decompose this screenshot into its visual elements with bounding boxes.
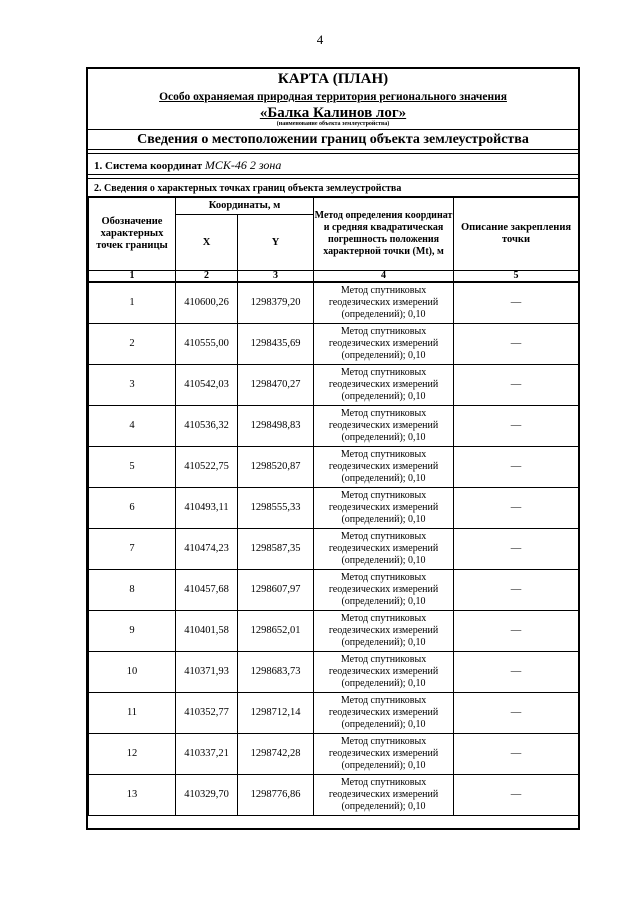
point-number: 6 bbox=[89, 488, 176, 529]
coord-x: 410371,93 bbox=[176, 652, 238, 693]
coord-y: 1298379,20 bbox=[238, 282, 314, 324]
document-header bbox=[88, 69, 578, 130]
object-name: «Балка Калинов лог» bbox=[259, 105, 407, 121]
table-row bbox=[89, 734, 579, 775]
point-number: 12 bbox=[89, 734, 176, 775]
coordinate-system-row bbox=[88, 153, 578, 175]
description-cell: — bbox=[454, 693, 579, 734]
header-x: X bbox=[176, 215, 238, 271]
boundary-points-table bbox=[88, 196, 579, 816]
header-point: Обозначение характерных точек границы bbox=[89, 197, 176, 271]
coord-y: 1298607,97 bbox=[238, 570, 314, 611]
map-plan-frame bbox=[86, 67, 580, 830]
coord-x: 410555,00 bbox=[176, 324, 238, 365]
coord-y: 1298498,83 bbox=[238, 406, 314, 447]
method-cell: Метод спутниковых геодезических измерений (определений); 0,10 bbox=[314, 282, 454, 324]
object-name-caption: (наименование объекта землеустройства) bbox=[276, 121, 390, 127]
table-row bbox=[89, 324, 579, 365]
coord-x: 410522,75 bbox=[176, 447, 238, 488]
method-cell: Метод спутниковых геодезических измерений (определений); 0,10 bbox=[314, 529, 454, 570]
coord-y: 1298712,14 bbox=[238, 693, 314, 734]
method-cell: Метод спутниковых геодезических измерений (определений); 0,10 bbox=[314, 611, 454, 652]
section-title: Сведения о местоположении границ объекта землеустройства bbox=[88, 130, 578, 150]
table-row bbox=[89, 365, 579, 406]
point-number: 5 bbox=[89, 447, 176, 488]
table-row bbox=[89, 611, 579, 652]
table-row bbox=[89, 652, 579, 693]
description-cell: — bbox=[454, 324, 579, 365]
description-cell: — bbox=[454, 406, 579, 447]
method-cell: Метод спутниковых геодезических измерений (определений); 0,10 bbox=[314, 324, 454, 365]
description-cell: — bbox=[454, 365, 579, 406]
point-number: 10 bbox=[89, 652, 176, 693]
description-cell: — bbox=[454, 447, 579, 488]
header-description: Описание закрепления точки bbox=[454, 197, 579, 271]
coord-y: 1298587,35 bbox=[238, 529, 314, 570]
method-cell: Метод спутниковых геодезических измерений (определений); 0,10 bbox=[314, 570, 454, 611]
method-cell: Метод спутниковых геодезических измерений (определений); 0,10 bbox=[314, 406, 454, 447]
description-cell: — bbox=[454, 488, 579, 529]
point-number: 3 bbox=[89, 365, 176, 406]
coord-x: 410329,70 bbox=[176, 775, 238, 816]
coord-y: 1298652,01 bbox=[238, 611, 314, 652]
coord-x: 410352,77 bbox=[176, 693, 238, 734]
territory-type: Особо охраняемая природная территория регионального значения bbox=[159, 91, 507, 103]
method-cell: Метод спутниковых геодезических измерений (определений); 0,10 bbox=[314, 365, 454, 406]
description-cell: — bbox=[454, 652, 579, 693]
coord-y: 1298520,87 bbox=[238, 447, 314, 488]
method-cell: Метод спутниковых геодезических измерений (определений); 0,10 bbox=[314, 488, 454, 529]
method-cell: Метод спутниковых геодезических измерений (определений); 0,10 bbox=[314, 693, 454, 734]
coord-y: 1298555,33 bbox=[238, 488, 314, 529]
table-row bbox=[89, 570, 579, 611]
table-row bbox=[89, 488, 579, 529]
coord-y: 1298742,28 bbox=[238, 734, 314, 775]
coordinate-system-label: 1. Система координат bbox=[94, 160, 203, 172]
coord-y: 1298435,69 bbox=[238, 324, 314, 365]
column-number: 2 bbox=[176, 271, 238, 283]
coord-x: 410457,68 bbox=[176, 570, 238, 611]
description-cell: — bbox=[454, 775, 579, 816]
table-row bbox=[89, 282, 579, 324]
coord-x: 410474,23 bbox=[176, 529, 238, 570]
header-method-text: Метод определения координат и средняя квадратическая погрешность положения характерной точки (Mt), м bbox=[314, 209, 453, 257]
coord-x: 410536,32 bbox=[176, 406, 238, 447]
coord-x: 410600,26 bbox=[176, 282, 238, 324]
point-number: 1 bbox=[89, 282, 176, 324]
coord-x: 410337,21 bbox=[176, 734, 238, 775]
description-cell: — bbox=[454, 611, 579, 652]
coord-x: 410493,11 bbox=[176, 488, 238, 529]
table-row bbox=[89, 406, 579, 447]
point-number: 13 bbox=[89, 775, 176, 816]
point-number: 2 bbox=[89, 324, 176, 365]
point-number: 8 bbox=[89, 570, 176, 611]
header-method bbox=[314, 197, 454, 271]
point-number: 7 bbox=[89, 529, 176, 570]
column-number: 4 bbox=[314, 271, 454, 283]
coord-y: 1298470,27 bbox=[238, 365, 314, 406]
column-number: 3 bbox=[238, 271, 314, 283]
header-y: Y bbox=[238, 215, 314, 271]
table-row bbox=[89, 447, 579, 488]
column-number: 1 bbox=[89, 271, 176, 283]
table-row bbox=[89, 693, 579, 734]
header-coords: Координаты, м bbox=[176, 197, 314, 215]
coord-x: 410542,03 bbox=[176, 365, 238, 406]
points-section-title: 2. Сведения о характерных точках границ объекта землеустройства bbox=[88, 178, 578, 198]
page-number: 4 bbox=[316, 32, 324, 47]
coord-y: 1298683,73 bbox=[238, 652, 314, 693]
table-row bbox=[89, 529, 579, 570]
description-cell: — bbox=[454, 282, 579, 324]
coord-x: 410401,58 bbox=[176, 611, 238, 652]
point-number: 11 bbox=[89, 693, 176, 734]
coordinate-system-value: МСК-46 2 зона bbox=[204, 158, 282, 172]
coord-y: 1298776,86 bbox=[238, 775, 314, 816]
description-cell: — bbox=[454, 734, 579, 775]
method-cell: Метод спутниковых геодезических измерений (определений); 0,10 bbox=[314, 447, 454, 488]
method-cell: Метод спутниковых геодезических измерений (определений); 0,10 bbox=[314, 734, 454, 775]
point-number: 4 bbox=[89, 406, 176, 447]
description-cell: — bbox=[454, 529, 579, 570]
point-number: 9 bbox=[89, 611, 176, 652]
method-cell: Метод спутниковых геодезических измерений (определений); 0,10 bbox=[314, 775, 454, 816]
column-number: 5 bbox=[454, 271, 579, 283]
method-cell: Метод спутниковых геодезических измерений (определений); 0,10 bbox=[314, 652, 454, 693]
table-row bbox=[89, 775, 579, 816]
document-title: КАРТА (ПЛАН) bbox=[277, 71, 389, 87]
description-cell: — bbox=[454, 570, 579, 611]
